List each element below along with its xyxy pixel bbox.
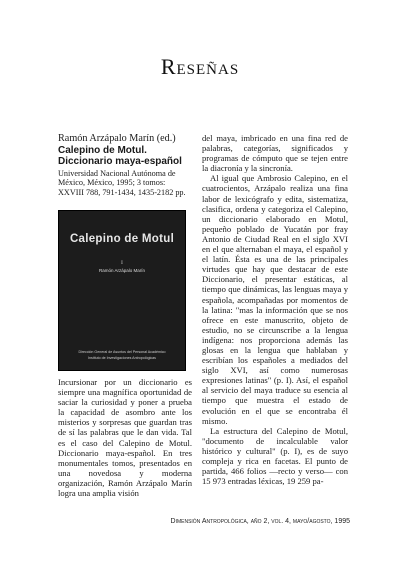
- book-title-line1: Calepino de Motul.: [58, 144, 147, 156]
- publisher-info: Universidad Nacional Autónoma de México, México, 1995; 3 tomos: XXVIII 788, 791-1434, 1435-2182 pp.: [58, 168, 186, 197]
- review-author: Ramón Arzápalo Marín (ed.): [58, 133, 176, 144]
- book-cover-image: [58, 210, 186, 371]
- cover-institution-2: Instituto de Investigaciones Antropológicas: [88, 356, 156, 360]
- book-title-line2: Diccionario maya-español: [58, 156, 182, 167]
- body-paragraph: Al igual que Ambrosio Calepino, en el cuatrocientos, Arzápalo realiza una fina labor de lexicógrafo y edita, sistematiza, clasifica, ordena y categoriza el Calepino, un diccionario elaborado en Motul, pequeño poblado de Yucatán por fray Antonio de Ciudad Real en el siglo XVI en el que alternaban el maya, el español y el latín. Ésta es una de las principales virtudes que hay que destacar de este Diccionario, el presentar estáticas, al tiempo que dinámicas, las lenguas maya y española, acompañadas por momentos de la latina: "mas la información que se nos ofrece en este manuscrito, objeto de estudio, no se circunscribe a la lengua indígena: nos proporciona además las glosas en la lengua que hablaban y escribían los españoles a mediados del siglo XVI, así como numerosas expresiones latinas" (p. I). Así, el español al servicio del maya traduce su esencia al tiempo que muestra el estado de evolución en el que se encontraba él mismo.: [202, 173, 348, 426]
- cover-author: Ramón Arzápalo Marín: [98, 268, 146, 273]
- right-column-body: [202, 133, 348, 486]
- cover-institution-1: Dirección General de Asuntos del Personal Académico: [78, 350, 166, 354]
- body-paragraph: La estructura del Calepino de Motul, "documento de incalculable valor histórico y cultural" (p. I), es de suyo compleja y rica en facetas. El punto de partida, 466 folios —recto y verso— con 15 973 entradas léxicas, 19 259 pa-: [202, 425, 348, 487]
- section-title: Reseñas: [160, 54, 240, 79]
- body-paragraph: Incursionar por un diccionario es siempre una magnífica oportunidad de saciar la curiosidad y poner a prueba la capacidad de asombro ante los misterios y sorpresas que guardan tras de sí las palabras que le dan vida. Tal es el caso del Calepino de Motul. Diccionario maya-español. En tres monumentales tomos, presentados en una novedosa y moderna organización, Ramón Arzápalo Marín logra una amplia visión: [58, 377, 192, 499]
- left-column-body: [58, 377, 192, 498]
- page-footer: Dimensión Antropológica, año 2, vol. 4, mayo/agosto, 1995: [170, 518, 350, 525]
- cover-title: Calepino de Motul: [69, 233, 175, 245]
- cover-volume: I: [121, 261, 123, 266]
- review-header: [58, 133, 192, 197]
- body-paragraph: del maya, imbricado en una fina red de palabras, categorías, significados y programas de cómputo que se tejen entre la diacronía y la sincronía.: [202, 133, 348, 174]
